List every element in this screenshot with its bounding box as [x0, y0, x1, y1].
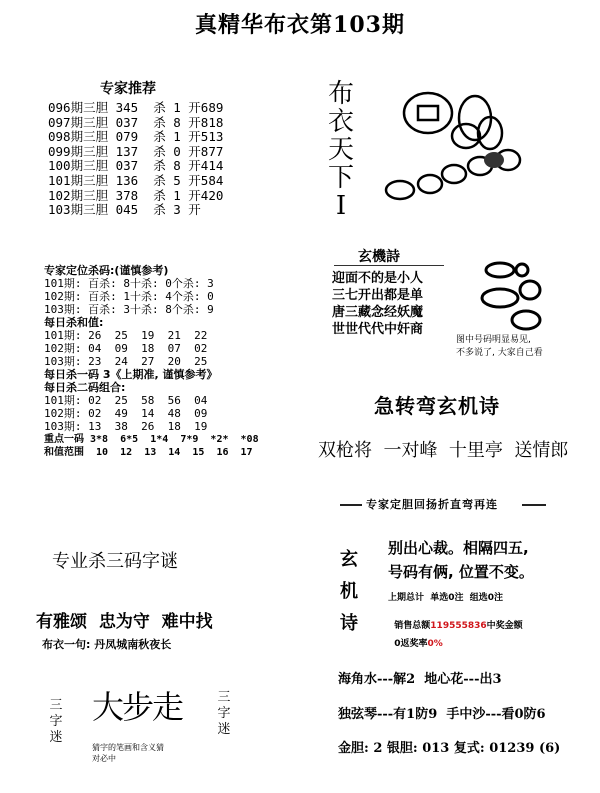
- sum-heading: 每日杀和值:: [44, 316, 104, 329]
- vertical-char: 下: [327, 163, 354, 193]
- riddle-heading: 专业杀三码字谜: [52, 551, 178, 572]
- vertical-char: 诗: [340, 613, 358, 634]
- riddle-note-line: 对必中: [92, 754, 116, 763]
- sum-row: 103期: 23 24 27 20 25: [44, 355, 208, 368]
- expert-row: 098期三胆 079 杀 1 开513: [48, 129, 224, 145]
- xuanji-underline: [334, 265, 444, 266]
- coin-picture: [370, 78, 530, 208]
- bottom-line-1: 海角水---解2 地心花---出3: [338, 672, 502, 687]
- side-char: 三: [217, 690, 231, 705]
- side-left: [48, 698, 64, 746]
- expert-bar-rule-right: [522, 504, 546, 506]
- jizhuan-words: 双枪将 一对峰 十里亭 送情郎: [318, 440, 569, 461]
- xuanji-note-line: 不多说了, 大家自己看: [456, 348, 543, 358]
- position-heading: 专家定位杀码:(谨慎参考): [44, 264, 169, 277]
- expert-heading: 专家推荐: [100, 81, 156, 97]
- side-char: 迷: [217, 722, 231, 737]
- vertical-char: 衣: [327, 107, 354, 137]
- vertical-char: 布: [327, 79, 354, 109]
- xuanjishi-line-2: 号码有俩, 位置不变。: [388, 563, 534, 581]
- expert-row: 103期三胆 045 杀 3 开: [48, 202, 201, 218]
- buyi-line: 布衣一句: 丹凤城南秋夜长: [42, 638, 172, 651]
- sales-value: 119555836: [430, 621, 487, 631]
- xuanji-line: 三七开出都是单: [332, 288, 424, 303]
- two-code-row: 103期: 13 38 26 18 19: [44, 420, 208, 433]
- vertical-char: 玄: [340, 549, 358, 570]
- buyi-vertical: [326, 80, 356, 220]
- position-row: 102期: 百杀: 1十杀: 4个杀: 0: [44, 290, 214, 303]
- side-char: 三: [49, 698, 63, 713]
- expert-row: 101期三胆 136 杀 5 开584: [48, 172, 224, 188]
- rate-line: [388, 626, 443, 649]
- riddle-note-line: 猜字的笔画和含义猜: [92, 743, 164, 752]
- hezhi-line: 和值范围 10 12 13 14 15 16 17: [44, 447, 253, 458]
- xuanji-heading: 玄機詩: [358, 249, 400, 265]
- expert-bar-text: 专家定胆回扬折直弯再连: [366, 498, 498, 511]
- sum-row: 101期: 26 25 19 21 22: [44, 329, 208, 342]
- riddle-note: [92, 742, 164, 764]
- xuanji-lines: [332, 270, 423, 338]
- xuanji-line: 迎面不的是小人: [332, 271, 424, 286]
- bottom-line-3: 金胆: 2 银胆: 013 复式: 01239 (6): [338, 741, 561, 756]
- ring-picture: [460, 258, 560, 338]
- one-code-heading: 每日杀一码 3《上期准, 谨慎参考》: [44, 368, 218, 381]
- side-char: 字: [49, 714, 63, 729]
- position-row: 101期: 百杀: 8十杀: 0个杀: 3: [44, 277, 214, 290]
- expert-bar-rule-left: [340, 504, 362, 506]
- sales-label: 销售总额: [394, 621, 431, 631]
- xuanji-note: [456, 334, 543, 360]
- two-code-row: 102期: 02 49 14 48 09: [44, 407, 208, 420]
- sales-tail: 中奖金额: [486, 621, 523, 631]
- position-block: [44, 264, 294, 459]
- side-right: [216, 690, 232, 738]
- big-riddle-text: 大步走: [92, 688, 183, 726]
- xuanji-note-line: 图中号码明显易见,: [456, 335, 531, 345]
- expert-row: 099期三胆 137 杀 0 开877: [48, 143, 224, 159]
- sum-row: 102期: 04 09 18 07 02: [44, 342, 208, 355]
- expert-list: [48, 101, 223, 218]
- xuanjishi-line-1: 别出心裁。相隔四五,: [388, 539, 529, 557]
- two-code-row: 101期: 02 25 58 56 04: [44, 394, 208, 407]
- vertical-char: I: [335, 191, 347, 221]
- rate-value: 0%: [427, 639, 443, 649]
- jizhuan-heading: 急转弯玄机诗: [374, 394, 500, 418]
- expert-row: 100期三胆 037 杀 8 开414: [48, 158, 224, 174]
- expert-row: 097期三胆 037 杀 8 开818: [48, 114, 224, 130]
- rate-label: 0返奖率: [394, 639, 428, 649]
- vertical-char: 天: [327, 135, 354, 165]
- xuanji-line: 世世代代中奸商: [332, 322, 424, 337]
- position-row: 103期: 百杀: 3十杀: 8个杀: 9: [44, 303, 214, 316]
- riddle-words: 有雅颂 忠为守 难中找: [36, 612, 213, 632]
- bottom-line-2: 独弦琴---有1防9 手中沙---看0防6: [338, 707, 546, 722]
- two-code-heading: 每日杀二码组合:: [44, 381, 126, 394]
- xuanjishi-vertical: [338, 544, 360, 640]
- stats-line: 上期总计 单选0注 组选0注: [388, 593, 504, 603]
- side-char: 字: [217, 706, 231, 721]
- side-char: 迷: [49, 730, 63, 745]
- page-title: 真精华布衣第103期: [195, 12, 405, 38]
- expert-row: 096期三胆 345 杀 1 开689: [48, 100, 224, 115]
- expert-row: 102期三胆 378 杀 1 开420: [48, 187, 224, 203]
- key-code-line: 重点一码 3*8 6*5 1*4 7*9 *2* *08: [44, 434, 259, 445]
- xuanji-line: 唐三藏念经妖魔: [332, 305, 424, 320]
- vertical-char: 机: [340, 581, 358, 602]
